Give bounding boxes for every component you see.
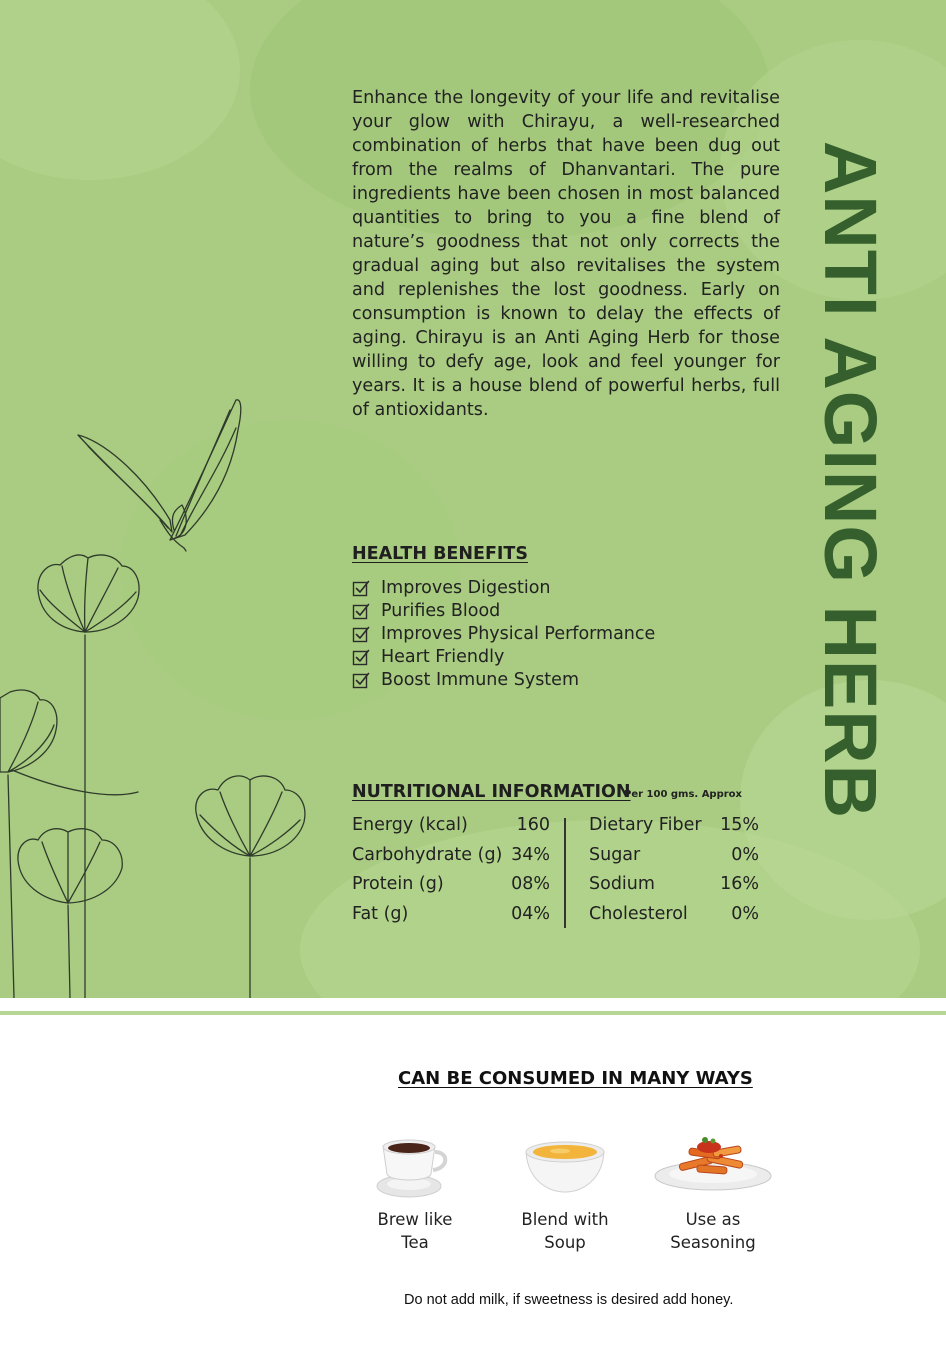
flower-icon [38, 555, 139, 998]
benefit-item [352, 622, 655, 645]
way-label-line1: Use as [685, 1210, 741, 1229]
nutrition-heading: NUTRITIONAL INFORMATION [352, 782, 631, 802]
nutrient-value: 08% [511, 874, 550, 894]
nutrient-value: 0% [731, 903, 759, 924]
flower-icon [18, 829, 122, 998]
section-divider [0, 1011, 946, 1015]
nutrition-row [589, 874, 759, 904]
tea-cup-icon [375, 1130, 455, 1200]
nutrient-value: 16% [720, 874, 759, 894]
benefit-label: Boost Immune System [381, 669, 579, 690]
checkbox-checked-icon [352, 671, 370, 689]
nutrition-row [589, 904, 759, 934]
consume-heading: CAN BE CONSUMED IN MANY WAYS [398, 1068, 753, 1089]
nutrition-subheading: Per 100 gms. Approx [624, 789, 742, 800]
checkbox-checked-icon [352, 625, 370, 643]
butterfly-icon [78, 400, 241, 551]
nutrient-name: Fat (g) [352, 903, 409, 924]
nutrition-row [589, 845, 759, 875]
nutrient-name: Sodium [589, 874, 655, 894]
consume-way-tea [340, 1130, 490, 1254]
benefit-item [352, 576, 655, 599]
nutrient-name: Energy (kcal) [352, 815, 468, 835]
nutrition-row [352, 874, 550, 904]
pasta-plate-icon [651, 1130, 775, 1200]
nutrition-divider [564, 818, 566, 928]
nutrient-value: 0% [731, 844, 759, 865]
benefit-item [352, 645, 655, 668]
nutrition-row [352, 904, 550, 934]
intro-paragraph: Enhance the longevity of your life and revitalise your glow with Chirayu, a well-researched combination of herbs that have been dug out from the realms of Dhanvantari. The pure ingredients have been chosen in most balanced quantities to bring to you a fine blend of nature’s goodness that not only corrects the gradual aging but also revitalises the system and replenishes the lost goodness. Early on consumption is known to delay the effects of aging. Chirayu is an Anti Aging Herb for those willing to defy age, look and feel younger for years. It is a house blend of powerful herbs, full of antioxidants. [352, 88, 780, 420]
nutrient-value: 04% [511, 903, 550, 924]
consume-way-seasoning [638, 1130, 788, 1254]
way-label-line1: Brew like [377, 1210, 453, 1229]
way-label-line1: Blend with [521, 1210, 609, 1229]
nutrient-name: Dietary Fiber [589, 815, 702, 835]
nutrient-name: Cholesterol [589, 903, 688, 924]
benefit-label: Improves Digestion [381, 577, 551, 598]
nutrient-value: 34% [511, 844, 550, 865]
usage-note: Do not add milk, if sweetness is desired add honey. [404, 1292, 734, 1308]
benefit-item [352, 599, 655, 622]
benefit-label: Heart Friendly [381, 646, 505, 667]
nutrient-value: 15% [720, 815, 759, 835]
nutrition-row [352, 845, 550, 875]
nutrition-table-right [589, 815, 759, 933]
nutrient-name: Carbohydrate (g) [352, 844, 503, 865]
way-label-line2: Tea [401, 1233, 429, 1252]
nutrition-row [352, 815, 550, 845]
way-label-line2: Seasoning [670, 1233, 756, 1252]
health-benefits-heading: HEALTH BENEFITS [352, 544, 528, 564]
consume-way-soup [490, 1130, 640, 1254]
floral-line-art [0, 0, 360, 998]
product-title: ANTI AGING HERB [809, 140, 892, 820]
soup-bowl-icon [520, 1130, 610, 1200]
nutrient-name: Sugar [589, 844, 641, 865]
vertical-title [810, 80, 890, 880]
nutrition-row [589, 815, 759, 845]
health-benefits-list [352, 576, 655, 691]
nutrition-table-left [352, 815, 550, 933]
benefit-label: Improves Physical Performance [381, 623, 656, 644]
nutrient-name: Protein (g) [352, 874, 444, 894]
checkbox-checked-icon [352, 602, 370, 620]
checkbox-checked-icon [352, 579, 370, 597]
benefit-label: Purifies Blood [381, 600, 501, 621]
way-label-line2: Soup [544, 1233, 586, 1252]
checkbox-checked-icon [352, 648, 370, 666]
benefit-item [352, 668, 655, 691]
nutrient-value: 160 [516, 815, 550, 835]
flower-icon [196, 776, 305, 998]
